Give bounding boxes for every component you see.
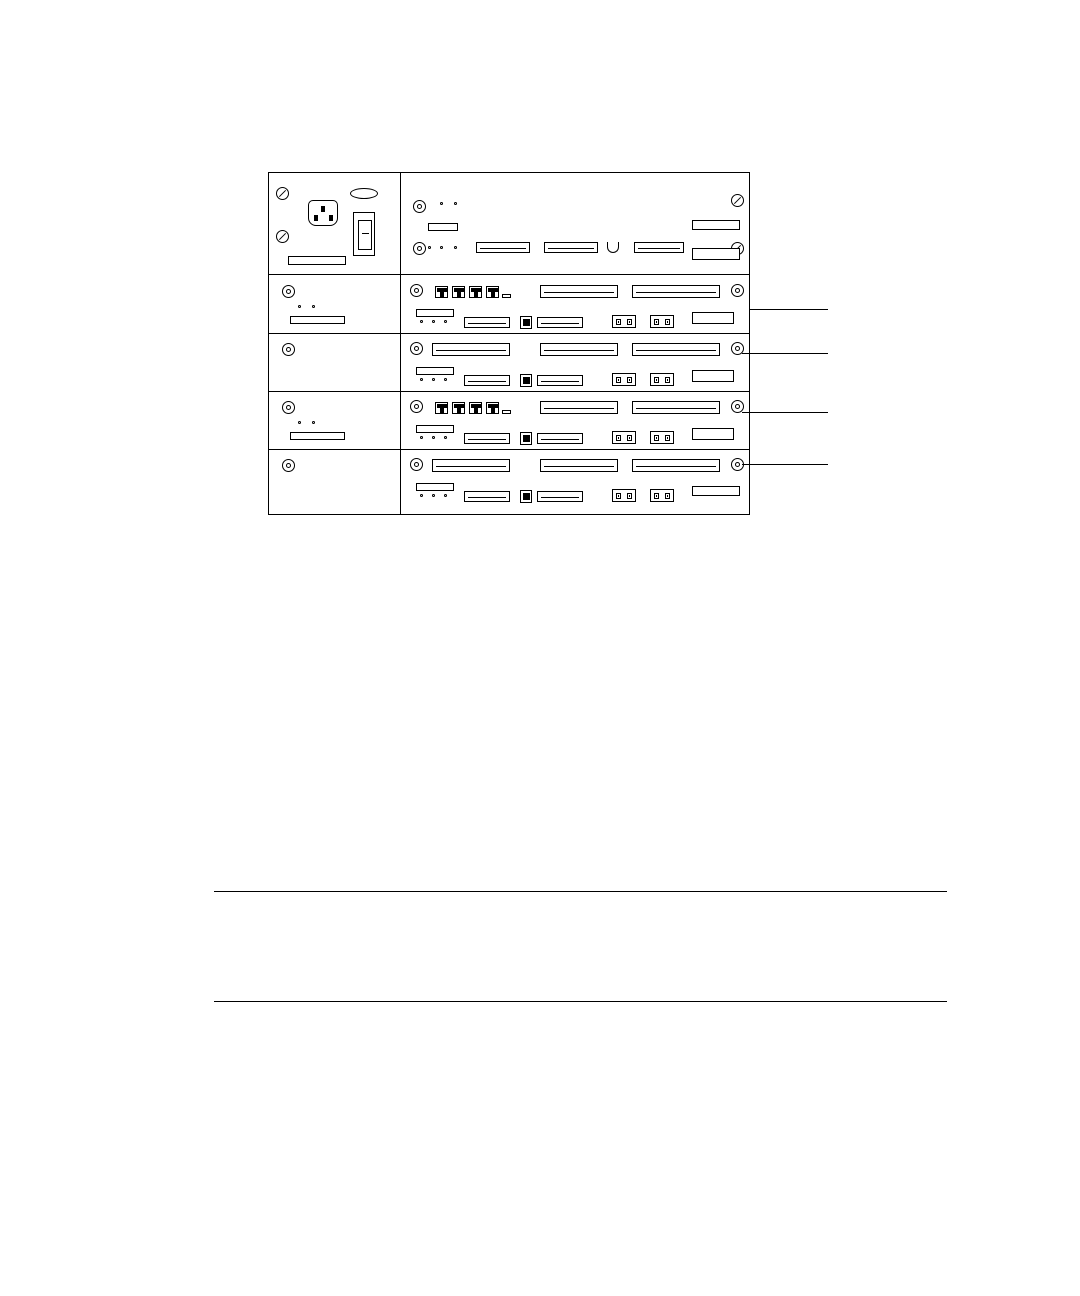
screw-icon [731, 194, 744, 207]
indicator-dot [440, 246, 443, 249]
rj45-port [486, 402, 499, 414]
aui-connector [520, 490, 532, 503]
oval-vent [350, 188, 378, 199]
aui-connector [520, 316, 532, 329]
scsi-connector [540, 285, 618, 298]
scsi-connector [632, 285, 720, 298]
screw-icon [410, 284, 423, 297]
panel-tab [692, 312, 734, 324]
d-sub-connector [634, 242, 684, 253]
aui-connector [520, 432, 532, 445]
rj45-port [469, 286, 482, 298]
rocker-switch-inner [358, 220, 372, 250]
callout-leader-4 [742, 464, 828, 465]
scsi-connector [632, 343, 720, 356]
panel-tab [416, 309, 454, 317]
panel-tab [692, 486, 740, 496]
indicator-dot [440, 202, 443, 205]
indicator-dot [312, 421, 315, 424]
panel-tab [416, 425, 454, 433]
screw-icon [282, 343, 295, 356]
row-divider-2 [268, 333, 750, 334]
indicator-dot [312, 305, 315, 308]
row-divider-3 [268, 391, 750, 392]
d-sub-connector [544, 242, 598, 253]
horizontal-rule-top [214, 891, 947, 892]
power-pin [321, 206, 325, 212]
indicator-dot [428, 246, 431, 249]
callout-leader-3 [742, 412, 828, 413]
power-pin [329, 215, 333, 221]
indicator-dot [444, 436, 447, 439]
scsi-connector [432, 459, 510, 472]
indicator-dot [444, 494, 447, 497]
screw-icon [413, 242, 426, 255]
d-sub-connector [464, 375, 510, 386]
led-pair [612, 489, 636, 502]
scsi-connector [540, 459, 618, 472]
d-sub-connector [476, 242, 530, 253]
panel-tab [692, 428, 734, 440]
indicator-dot [432, 494, 435, 497]
led-pair [650, 431, 674, 444]
indicator-dot [420, 378, 423, 381]
panel-tab [502, 294, 511, 298]
led-pair [650, 489, 674, 502]
panel-tab [502, 410, 511, 414]
aui-connector [520, 374, 532, 387]
led-pair [650, 373, 674, 386]
screw-icon [410, 342, 423, 355]
scsi-connector [632, 401, 720, 414]
chassis-rear-view-figure [268, 172, 828, 520]
rj45-port [452, 286, 465, 298]
d-sub-connector [464, 433, 510, 444]
d-sub-connector [537, 375, 583, 386]
screw-icon [276, 230, 289, 243]
panel-tab [692, 248, 740, 260]
rj45-port [486, 286, 499, 298]
panel-tab [290, 432, 345, 440]
screw-icon [410, 458, 423, 471]
indicator-dot [420, 494, 423, 497]
iec-power-inlet [308, 200, 338, 226]
panel-tab [692, 220, 740, 230]
led-pair [612, 431, 636, 444]
callout-leader-1 [750, 309, 828, 310]
d-sub-connector [537, 317, 583, 328]
power-pin [314, 215, 318, 221]
rj45-port [435, 286, 448, 298]
rj45-port [435, 402, 448, 414]
indicator-dot [420, 320, 423, 323]
scsi-connector [540, 343, 618, 356]
indicator-dot [298, 421, 301, 424]
screw-icon [282, 285, 295, 298]
screw-icon [413, 200, 426, 213]
rj45-port [452, 402, 465, 414]
rocker-power-switch[interactable] [353, 212, 375, 256]
indicator-dot [444, 320, 447, 323]
screw-icon [731, 284, 744, 297]
led-pair [612, 315, 636, 328]
screw-icon [410, 400, 423, 413]
scsi-connector [540, 401, 618, 414]
indicator-dot [420, 436, 423, 439]
indicator-dot [432, 320, 435, 323]
rj45-port [469, 402, 482, 414]
panel-tab [428, 223, 458, 231]
callout-leader-2 [742, 353, 828, 354]
indicator-dot [432, 436, 435, 439]
panel-tab [416, 367, 454, 375]
row-divider-1 [268, 274, 750, 275]
indicator-dot [432, 378, 435, 381]
screw-icon [282, 401, 295, 414]
d-sub-connector [464, 491, 510, 502]
led-pair [650, 315, 674, 328]
panel-tab [692, 370, 734, 382]
row-divider-4 [268, 449, 750, 450]
screw-icon [282, 459, 295, 472]
indicator-dot [298, 305, 301, 308]
led-pair [612, 373, 636, 386]
indicator-dot [454, 202, 457, 205]
scsi-connector [632, 459, 720, 472]
indicator-dot [444, 378, 447, 381]
panel-tab [290, 316, 345, 324]
d-sub-connector [464, 317, 510, 328]
indicator-dot [454, 246, 457, 249]
panel-tab [288, 256, 346, 265]
d-sub-connector [537, 433, 583, 444]
panel-tab [416, 483, 454, 491]
screw-icon [276, 187, 289, 200]
column-divider [400, 172, 401, 515]
d-sub-connector [537, 491, 583, 502]
horizontal-rule-bottom [214, 1001, 947, 1002]
scsi-connector [432, 343, 510, 356]
